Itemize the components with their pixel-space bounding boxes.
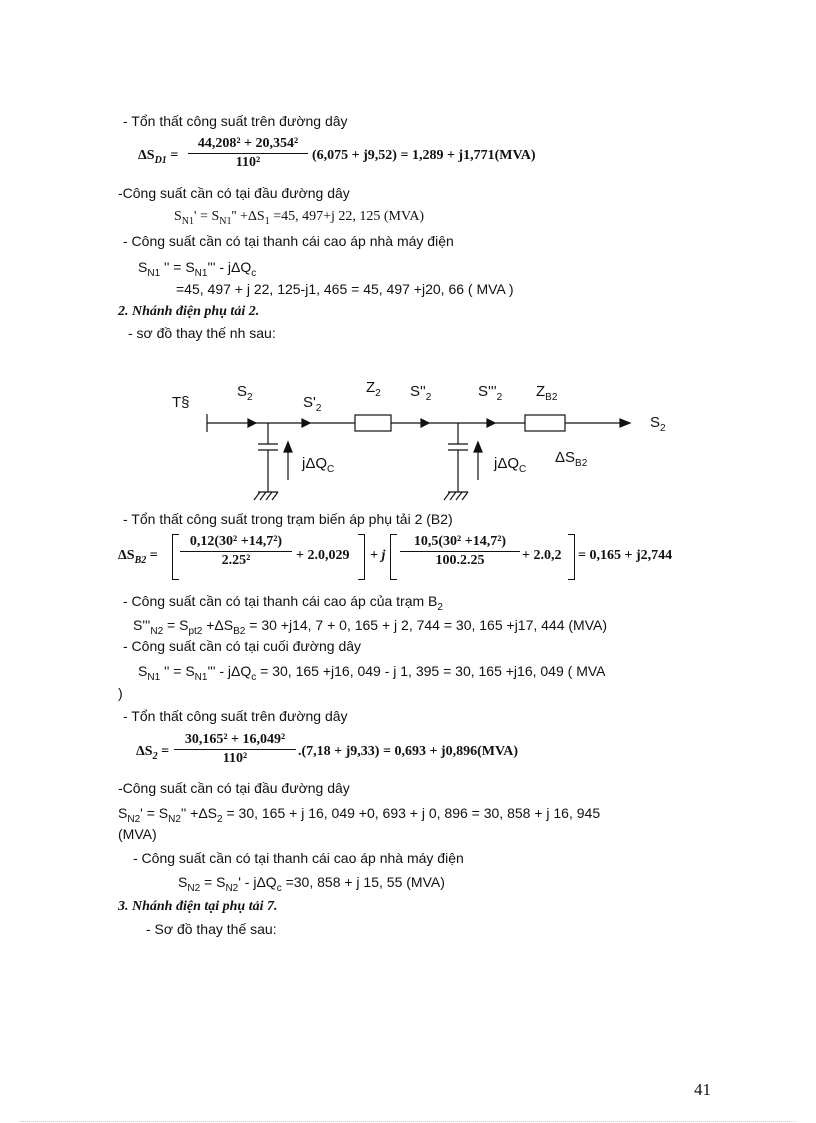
- svg-text:jΔQC: jΔQ$_C$: [494, 455, 527, 475]
- svg-text:ZB2: $Z_{B2}$: [536, 383, 558, 403]
- fraction-numerator: 44,208² + 20,354²: [197, 136, 299, 151]
- fraction: 10,5(30² +14,7²) 100.2.25: [400, 534, 520, 569]
- formula-line: $S_{N1}$ '' = $S_{N1}''' - j\Delta Q_c$: [138, 259, 257, 279]
- formula-line: $S_{N2} = S_{N2}' - j\Delta Q_c =30$, 858 + j 15, 55 (MVA): [178, 874, 445, 894]
- svg-text:ΔSB2: $\Delta S_{B2}$: [555, 449, 588, 469]
- text-line: - sơ đồ thay thế nh sau:: [128, 325, 276, 341]
- svg-text:S2: $S_2$: [237, 383, 253, 403]
- footer-divider: [20, 1121, 796, 1122]
- text-line: - Sơ đồ thay thế sau:: [146, 921, 277, 937]
- fraction: [188, 136, 308, 171]
- text-line: - Tổn thất công suất trong trạm biến áp phụ tải 2 (B2): [123, 511, 453, 527]
- text-line: =45, 497 + j 22, 125-j1, 465 = 45, 497 +j20, 66 ( MVA ): [176, 281, 514, 297]
- text-line: - Công suất cần có tại thanh cái cao áp nhà máy điện: [123, 233, 454, 249]
- formula-line: $S_{N1}$ '' = $S_{N1}''' - j\Delta Q_c = 30$, 165 +j16, 049 - j 1, 395 = 30, 165 +j16, 049 ( MVA: [138, 663, 606, 683]
- equation-line-loss-2: $\Delta S_2$ = 30,165² + 16,049² 110² .(7,18 + j9,33) = 0,693 + j0,896(MVA): [136, 732, 519, 766]
- text-line: - Công suất cần có tại thanh cái cao áp của trạm $B_2$: [123, 593, 443, 613]
- svg-text:S'2: $S'_2$: [303, 394, 322, 414]
- equation-line-loss-1: $\Delta S_{D1}$ = 44,208² + 20,354² 110² (6,075 + j9,52) = 1,289 + j1,771(MVA): [138, 136, 536, 170]
- text-line: (MVA): [118, 826, 157, 842]
- eq-lhs: ΔS: [138, 148, 155, 163]
- equation-transformer-loss: $\Delta S_{B2}$ = 0,12(30² +14,7²) 2.25² + 2.0,029 + j 10,5(30² +14,7²) 100.2.25 + 2.0,2 = 0,165 + j2,744: [118, 532, 678, 582]
- text-line: -Công suất cần có tại đầu đường dây: [118, 185, 350, 201]
- fraction: 30,165² + 16,049² 110²: [174, 732, 296, 767]
- svg-text:S'''2: $S'''_2$: [478, 383, 503, 403]
- fraction-denominator: 110²: [235, 155, 261, 170]
- equivalent-circuit-diagram: [160, 370, 680, 510]
- text-line: ): [118, 685, 123, 701]
- svg-text:S2: $S_2$: [650, 414, 666, 434]
- svg-text:Z2: $Z_2$: [366, 379, 381, 399]
- label-ts: T§: [172, 394, 190, 411]
- formula-line: $S'''_{N2} = S_{pt2} +\Delta S_{B2} = 30 +j14$, 7 + 0, 165 + j 2, 744 = 30, 165 +j17, 444 (MVA): [133, 617, 608, 637]
- section-heading: 2. Nhánh điện phụ tải 2.: [118, 304, 260, 319]
- eq-rhs: (6,075 + j9,52) = 1,289 + j1,771(MVA): [312, 148, 536, 163]
- text-line: - Tổn thất công suất trên đường dây: [123, 113, 348, 129]
- svg-text:S''2: $S''_2$: [410, 383, 432, 403]
- formula-line: $S_{N1}' = S_{N1}'' +\Delta S_1 =45$, 497+j 22, 125 (MVA): [174, 209, 425, 227]
- text-line: - Tổn thất công suất trên đường dây: [123, 708, 348, 724]
- page-number: 41: [694, 1080, 711, 1099]
- formula-line: $S_{N2}' = S_{N2}'' +\Delta S_2 = 30$, 165 + j 16, 049 +0, 693 + j 0, 896 = 30, 858 + j 16, 945: [118, 805, 601, 825]
- text-line: - Công suất cần có tại thanh cái cao áp nhà máy điện: [133, 850, 464, 866]
- section-heading: 3. Nhánh điện tại phụ tải 7.: [118, 899, 278, 914]
- fraction: 0,12(30² +14,7²) 2.25²: [180, 534, 292, 569]
- svg-text:jΔQC: jΔQ$_C$: [302, 455, 335, 475]
- text-line: - Công suất cần có tại cuối đường dây: [123, 638, 362, 654]
- text-line: -Công suất cần có tại đầu đường dây: [118, 780, 350, 796]
- eq-lhs-sub: D1: [154, 154, 167, 166]
